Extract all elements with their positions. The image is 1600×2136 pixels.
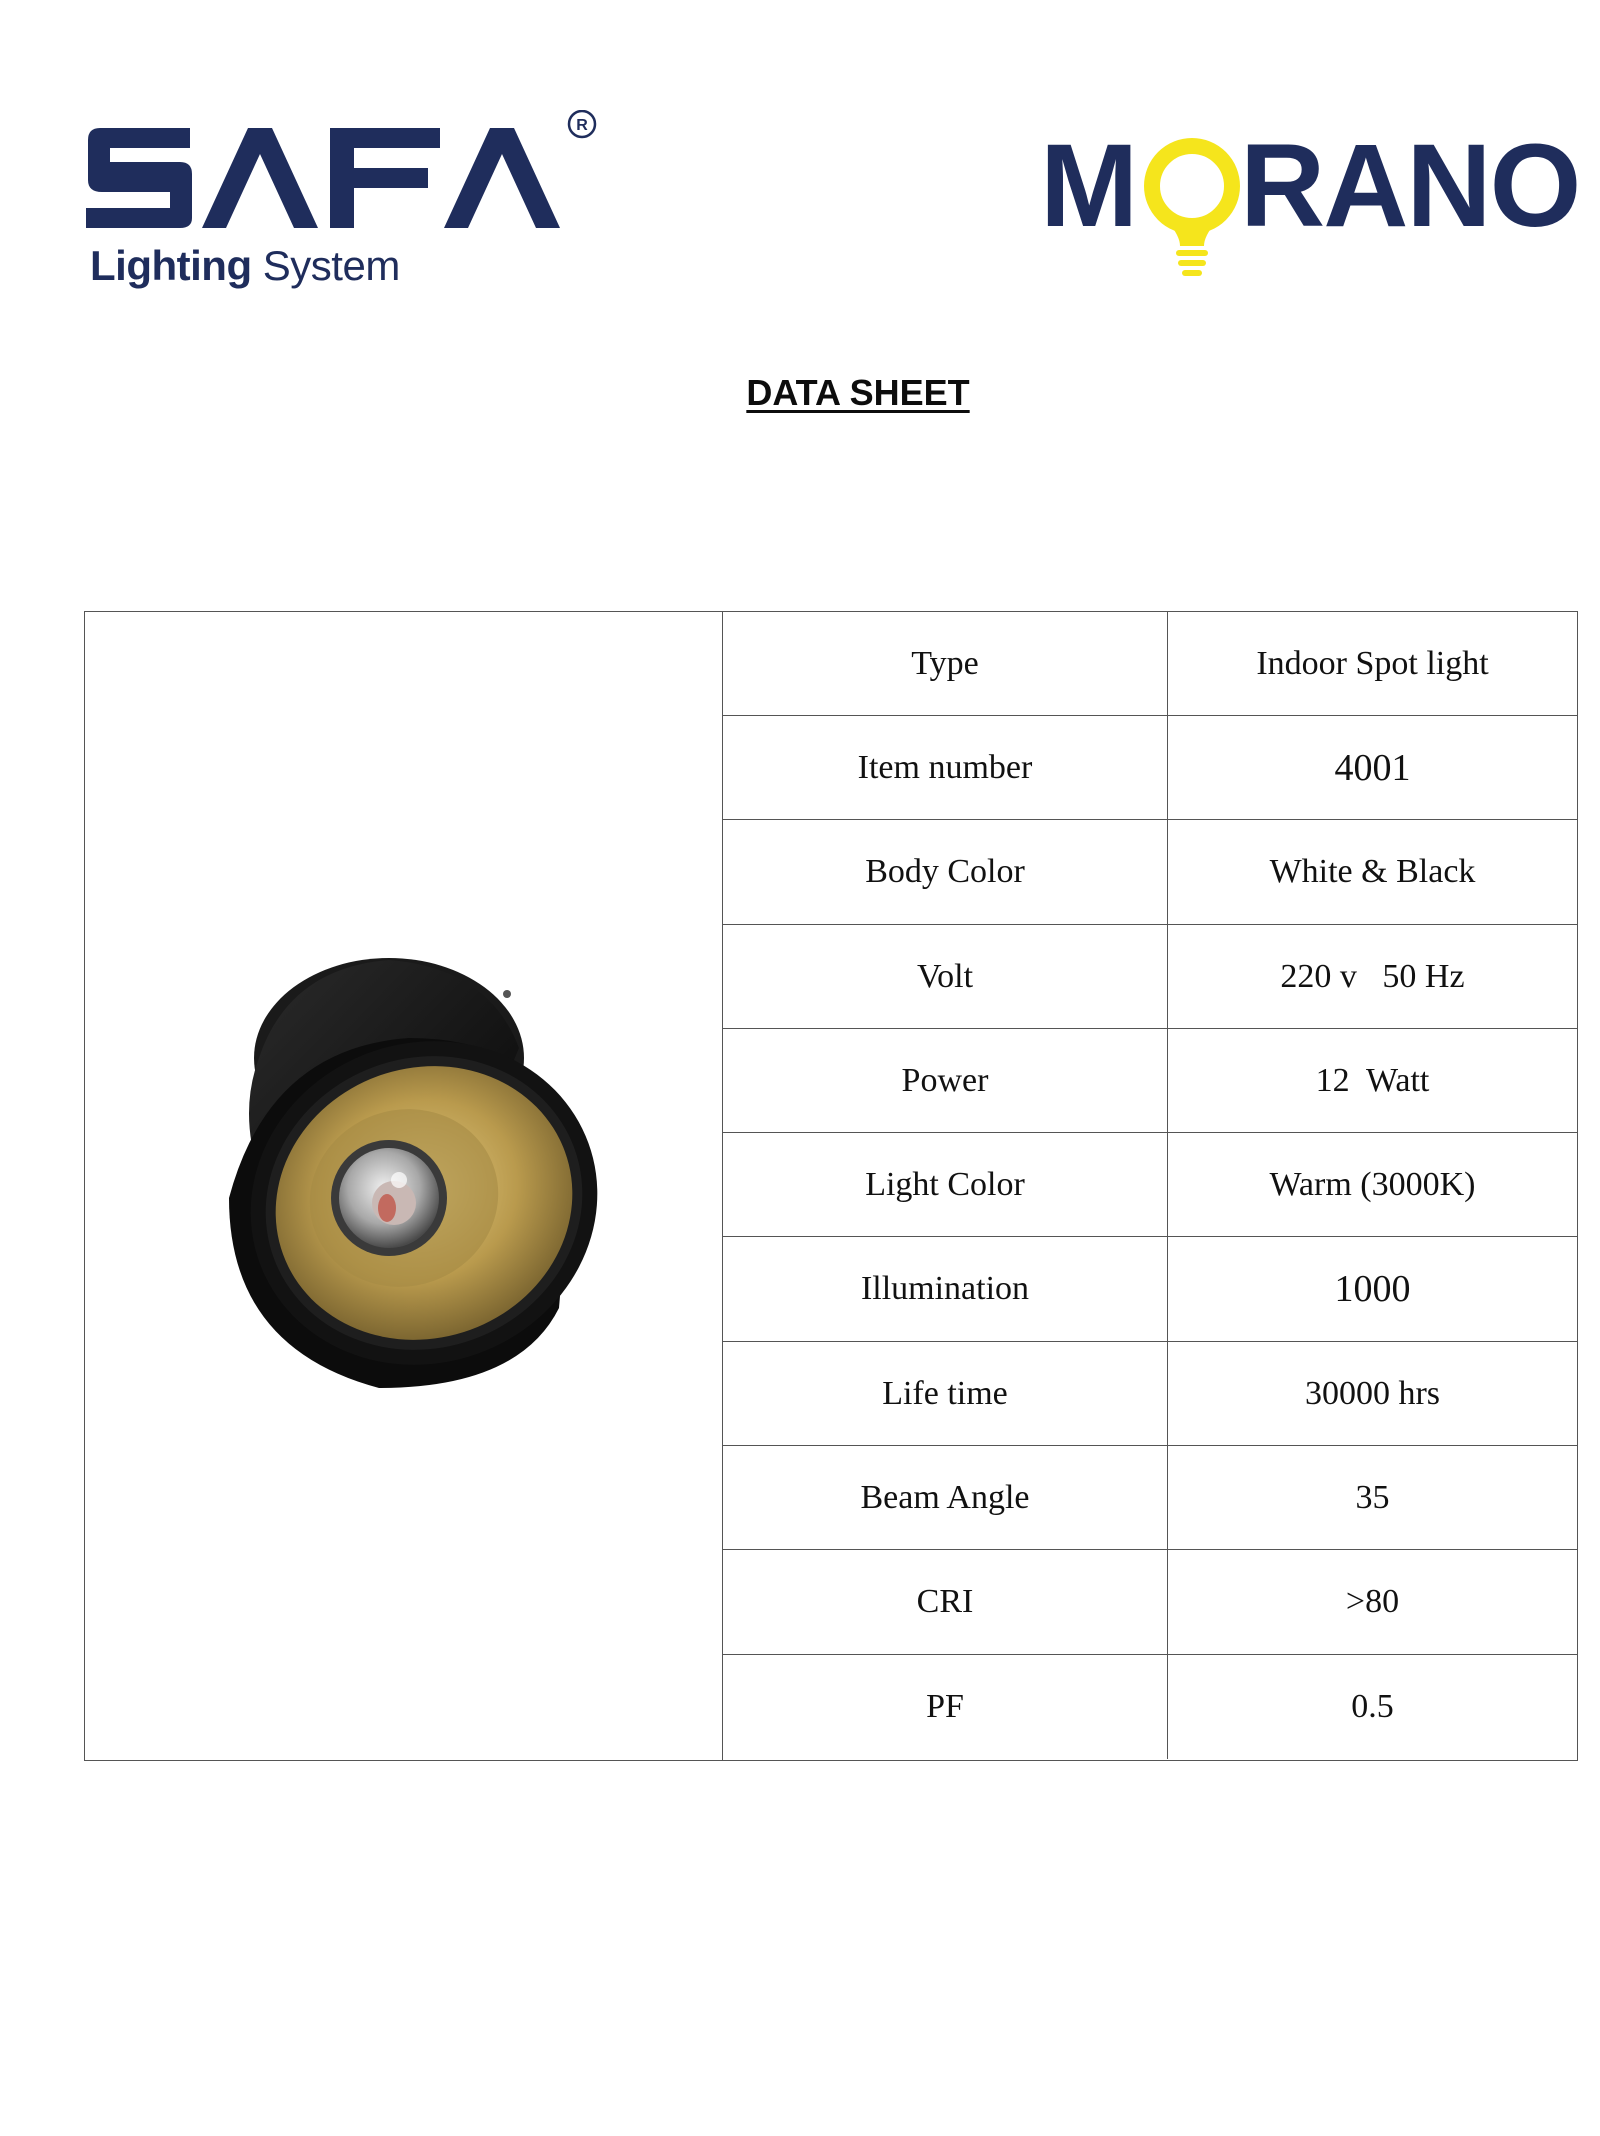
spec-row-beam-angle (723, 1446, 1577, 1550)
spec-row-type (723, 612, 1577, 716)
morano-wordmark (1040, 118, 1600, 278)
data-sheet-table (84, 611, 1578, 1761)
spec-row-body-color (723, 820, 1577, 925)
spec-value: 30000 hrs (1304, 1374, 1441, 1412)
safa-tagline-bold: Lighting (90, 242, 252, 289)
spec-label: Light Color (723, 1133, 1168, 1236)
spec-label: Beam Angle (723, 1446, 1168, 1549)
spec-row-light-color (723, 1133, 1577, 1237)
svg-text:R: R (576, 117, 588, 134)
spec-row-volt (723, 925, 1577, 1029)
specs-list (723, 612, 1577, 1760)
spec-label: Body Color (723, 820, 1168, 924)
safa-tagline (90, 242, 400, 290)
spec-value: 12 Watt (1315, 1061, 1430, 1099)
spec-row-cri (723, 1550, 1577, 1655)
page-title: DATA SHEET (746, 372, 970, 413)
spec-row-item-number (723, 716, 1577, 820)
spec-value: Indoor Spot light (1256, 644, 1489, 682)
spec-value: White & Black (1269, 853, 1476, 890)
morano-logo (1040, 118, 1600, 278)
safa-tagline-light: System (262, 242, 400, 289)
spec-row-power (723, 1029, 1577, 1133)
spec-label: Type (723, 612, 1168, 715)
spec-value: 0.5 (1351, 1688, 1394, 1725)
spec-label: CRI (723, 1550, 1168, 1654)
lightbulb-icon (1152, 146, 1232, 276)
spec-label: Illumination (723, 1237, 1168, 1341)
spec-value: 35 (1355, 1478, 1390, 1516)
product-image-cell (85, 612, 723, 1760)
safa-wordmark (80, 110, 600, 240)
spec-label: Volt (723, 925, 1168, 1028)
spec-value: 220 v 50 Hz (1280, 957, 1465, 995)
svg-text:M: M (1040, 120, 1137, 252)
spot-light-image (189, 908, 669, 1398)
spec-value: Warm (3000K) (1269, 1165, 1476, 1203)
spec-row-illumination (723, 1237, 1577, 1342)
spec-row-pf (723, 1655, 1577, 1759)
spec-label: Life time (723, 1342, 1168, 1445)
spec-label: PF (723, 1655, 1168, 1759)
svg-text:RANO: RANO (1240, 120, 1580, 252)
spec-value: >80 (1345, 1583, 1400, 1620)
spec-value: 4001 (1334, 746, 1411, 789)
spec-label: Item number (723, 716, 1168, 819)
spec-row-life-time (723, 1342, 1577, 1446)
spec-label: Power (723, 1029, 1168, 1132)
spec-value: 1000 (1334, 1268, 1411, 1310)
